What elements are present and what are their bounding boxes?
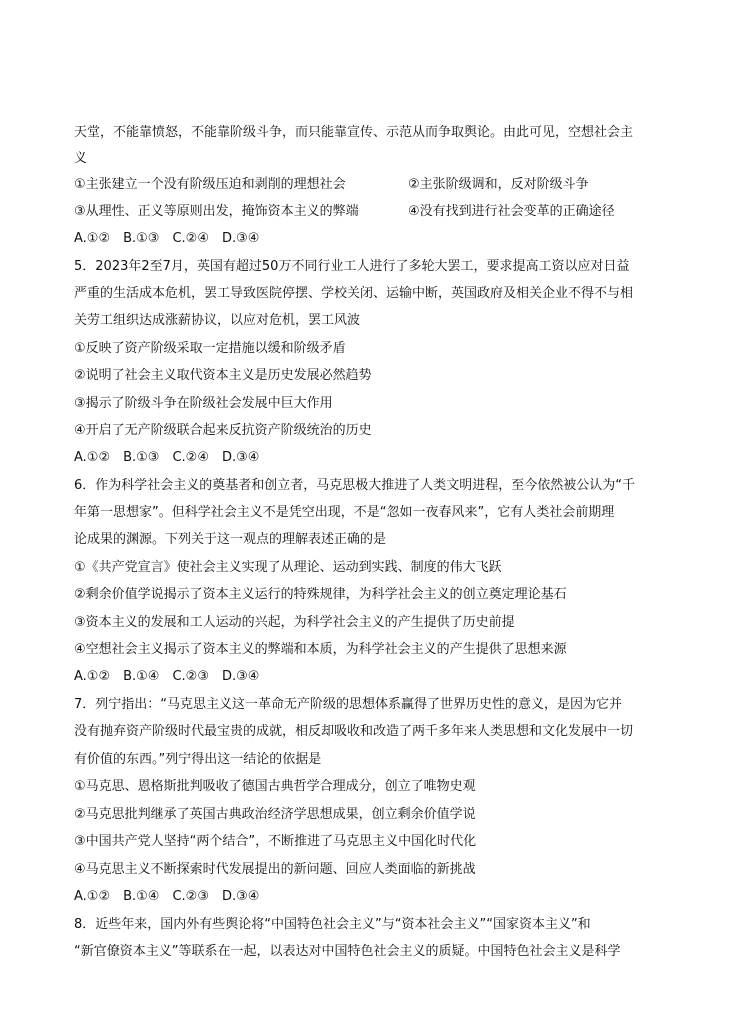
q5-option-2: ②说明了社会主义取代资本主义是历史发展必然趋势	[74, 368, 372, 383]
q4-option-3: ③从理性、正义等原则出发，掩饰资本主义的弊端	[74, 204, 359, 219]
q6-option-1: ①《共产党宣言》使社会主义实现了从理论、运动到实践、制度的伟大飞跃	[74, 560, 502, 575]
q7-stem-line-2: 没有抛弃资产阶级时代最宝贵的成就，相反却吸收和改造了两千多年来人类思想和文化发展中一切	[74, 724, 634, 739]
q6-stem-line-1: 6．作为科学社会主义的奠基者和创立者，马克思极大推进了人类文明进程，至今依然被公认为“千	[74, 478, 636, 493]
q6-stem-line-3: 论成果的渊源。下列关于这一观点的理解表述正确的是	[74, 532, 387, 547]
q4-option-1: ①主张建立一个没有阶级压迫和剥削的理想社会	[74, 177, 346, 192]
q5-option-3: ③揭示了阶级斗争在阶级社会发展中巨大作用	[74, 396, 333, 411]
q8-stem-line-1: 8．近些年来，国内外有些舆论将“中国特色社会主义”与“资本社会主义”“国家资本主义”和	[74, 917, 591, 932]
q6-answer-choices: A.①② B.①④ C.②③ D.③④	[74, 669, 260, 684]
q7-option-3: ③中国共产党人坚持“两个结合”，不断推进了马克思主义中国化时代化	[74, 834, 477, 849]
q5-stem-line-3: 关劳工组织达成涨薪协议，以应对危机，罢工风波	[74, 313, 361, 328]
q5-option-1: ①反映了资产阶级采取一定措施以缓和阶级矛盾	[74, 341, 346, 356]
q6-stem-line-2: 年第一思想家”。但科学社会主义不是凭空出现，不是“忽如一夜春风来”，它有人类社会前期理	[74, 505, 615, 520]
q6-option-3: ③资本主义的发展和工人运动的兴起，为科学社会主义的产生提供了历史前提	[74, 615, 515, 630]
q4-stem-line-2: 义	[74, 151, 88, 166]
q8-stem-line-2: “新官僚资本主义”等联系在一起，以表达对中国特色社会主义的质疑。中国特色社会主义是科学	[74, 944, 621, 959]
q4-option-4: ④没有找到进行社会变革的正确途径	[408, 204, 615, 219]
q4-stem-line-1: 天堂，不能靠愤怒，不能靠阶级斗争，而只能靠宣传、示范从而争取舆论。由此可见，空想社会主	[74, 125, 634, 140]
q7-option-2: ②马克思批判继承了英国古典政治经济学思想成果，创立剩余价值学说	[74, 807, 476, 822]
q4-answer-choices: A.①② B.①③ C.②④ D.③④	[74, 231, 260, 246]
q4-option-2: ②主张阶级调和，反对阶级斗争	[408, 177, 589, 192]
q7-stem-line-1: 7．列宁指出：“马克思主义这一革命无产阶级的思想体系赢得了世界历史性的意义，是因为它并	[74, 697, 623, 712]
q7-answer-choices: A.①② B.①④ C.②③ D.③④	[74, 889, 260, 904]
q5-stem-line-1: 5．2023年2至7月，英国有超过50万不同行业工人进行了多轮大罢工，要求提高工资以应对日益	[74, 259, 630, 274]
q5-option-4: ④开启了无产阶级联合起来反抗资产阶级统治的历史	[74, 423, 372, 438]
q7-option-4: ④马克思主义不断探索时代发展提出的新问题、回应人类面临的新挑战	[74, 862, 476, 877]
q7-option-1: ①马克思、恩格斯批判吸收了德国古典哲学合理成分，创立了唯物史观	[74, 779, 476, 794]
q5-answer-choices: A.①② B.①③ C.②④ D.③④	[74, 450, 260, 465]
q5-stem-line-2: 严重的生活成本危机，罢工导致医院停摆、学校关闭、运输中断，英国政府及相关企业不得不与相	[74, 286, 634, 301]
q6-option-4: ④空想社会主义揭示了资本主义的弊端和本质，为科学社会主义的产生提供了思想来源	[74, 642, 567, 657]
q7-stem-line-3: 有价值的东西。”列宁得出这一结论的依据是	[74, 752, 322, 767]
q6-option-2: ②剩余价值学说揭示了资本主义运行的特殊规律，为科学社会主义的创立奠定理论基石	[74, 587, 567, 602]
